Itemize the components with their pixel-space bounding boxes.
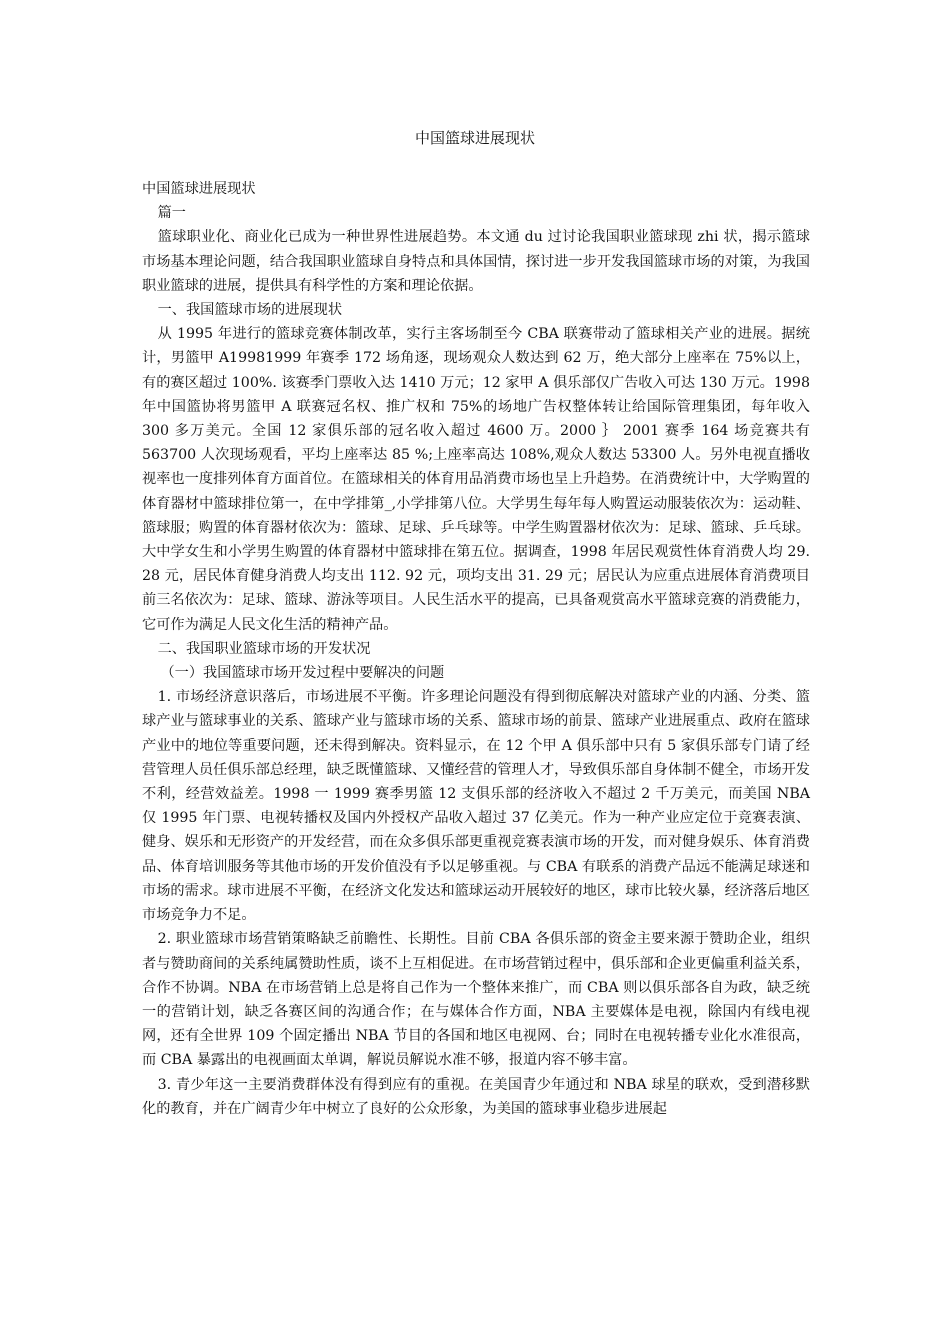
heading-problems: （一）我国篮球市场开发过程中要解决的问题 (160, 665, 445, 682)
document-title: 中国篮球进展现状 (414, 129, 535, 147)
paragraph-problem-1: 1. 市场经济意识落后，市场进展不平衡。许多理论问题没有得到彻底解决对篮球产业的内涵、分类、篮球产业与篮球事业的关系、篮球产业与篮球市场的关系、篮球市场的前景、篮球产业进展重点、政府在篮球产业中的地位等重要问题，还未得到解决。资料显示，在 12 个甲 A 俱乐部中只有 5 家俱乐部专门请了经营管理人员任俱乐部总经理，缺乏既懂篮球、又懂经营的管理人才，导致俱乐部自身体制不健全，市场开发不利，经营效益差。1998 一 1999 赛季男篮 12 支俱乐部的经济收入不超过 2 千万美元，而美国 NBA 仅 1995 年门票、电视转播权及国内外授权产品收入超过 37 亿美元。作为一种产业应定位于竞赛表演、健身、娱乐和无形资产的开发经营，而在众多俱乐部更重视竞赛表演市场的开发，而对健身娱乐、体育消费品、体育培训服务等其他市场的开发价值没有予以足够重视。与 CBA 有联系的消费产品远不能满足球迷和市场的需求。球市进展不平衡，在经济文化发达和篮球运动开展较好的地区，球市比较火暴，经济落后地区市场竞争力不足。 (142, 689, 810, 924)
heading-market-development: 二、我国职业篮球市场的开发状况 (157, 640, 371, 657)
paragraph-problem-2: 2. 职业篮球市场营销策略缺乏前瞻性、长期性。目前 CBA 各俱乐部的资金主要来源于赞助企业，组织者与赞助商间的关系纯属赞助性质，谈不上互相促进。在市场营销过程中，俱乐部和企业更偏重利益关系，合作不协调。NBA 在市场营销上总是将自己作为一个整体来推广，而 CBA 则以俱乐部各自为政，缺乏统一的营销计划，缺乏各赛区间的沟通合作；在与媒体合作方面，NBA 主要媒体是电视，除国内有线电视网，还有全世界 109 个固定播出 NBA 节目的各国和地区电视网、台；同时在电视转播专业化水准很高，而 CBA 暴露出的电视画面太单调，解说员解说水准不够，报道内容不够丰富。 (142, 931, 810, 1069)
paragraph-market-status: 从 1995 年进行的篮球竞赛体制改革，实行主客场制至今 CBA 联赛带动了篮球相关产业的进展。据统计，男篮甲 A19981999 年赛季 172 场角逐，现场观众人数达到 62 万，绝大部分上座率在 75%以上，有的赛区超过 100%. 该赛季门票收入达 1410 万元；12 家甲 A 俱乐部仅广告收入可达 130 万元。1998 年中国篮协将男篮甲 A 联赛冠名权、推广权和 75%的场地广告权整体转让给国际管理集团，每年收入 300 多万美元。全国 12 家俱乐部的冠名收入超过 4600 万。2000 ｝ 2001 赛季 164 场竞赛共有 563700 人次现场观看，平均上座率达 85 %;上座率高达 108%,观众人数达 53300 人。另外电视直播收视率也一度排列体育方面首位。在篮球相关的体育用品消费市场也呈上升趋势。在消费统计中，大学购置的体育器材中篮球排位第一，在中学排第_,小学排第八位。大学男生每年每人购置运动服装依次为：运动鞋、篮球服；购置的体育器材依次为：篮球、足球、乒乓球等。中学生购置器材依次为：足球、篮球、乒乓球。大中学女生和小学男生购置的体育器材中篮球排在第五位。据调查，1998 年居民观赏性体育消费人均 29. 28 元，居民体育健身消费人均支出 112. 92 元，项均支出 31. 29 元；居民认为应重点进展体育消费项目前三名依次为：足球、篮球、游泳等项目。人民生活水平的提高，已具备观赏高水平篮球竞赛的消费能力，它可作为满足人民文化生活的精神产品。 (142, 326, 810, 633)
section-heading: 中国篮球进展现状 (142, 181, 256, 197)
paragraph-abstract: 篮球职业化、商业化已成为一种世界性进展趋势。本文通 du 过讨论我国职业篮球现 zhi 状，揭示篮球市场基本理论问题，结合我国职业篮球自身特点和具体国情，探讨进一步开发我国篮球市场的对策，为我国职业篮球的进展，提供具有科学性的方案和理论依据。 (142, 229, 810, 294)
paragraph-problem-3: 3. 青少年这一主要消费群体没有得到应有的重视。在美国青少年通过和 NBA 球星的联欢，受到潜移默化的教育，并在广阔青少年中树立了良好的公众形象，为美国的篮球事业稳步进展起 (142, 1076, 810, 1117)
heading-market-status: 一、我国篮球市场的进展现状 (157, 302, 343, 319)
subsection-label: 篇一 (157, 205, 186, 222)
document-body (142, 177, 810, 1121)
